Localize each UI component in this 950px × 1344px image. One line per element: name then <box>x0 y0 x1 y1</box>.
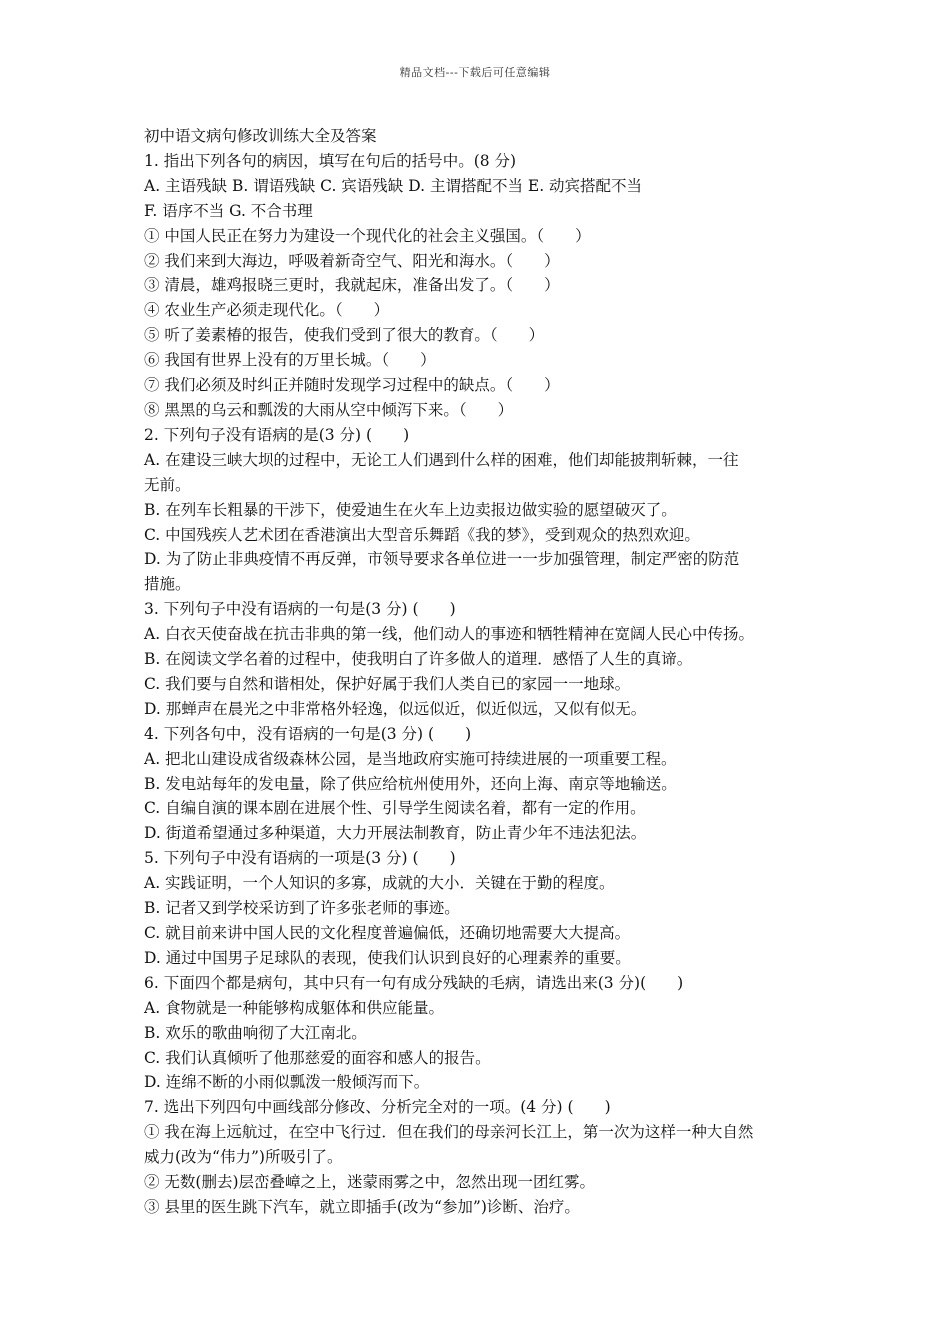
q2-option-d: D. 为了防止非典疫情不再反弹，市领导要求各单位进一一步加强管理，制定严密的防范 <box>144 550 740 569</box>
q4-option-a: A. 把北山建设成省级森林公园，是当地政府实施可持续进展的一项重要工程。 <box>144 749 677 768</box>
document-body <box>144 124 814 1220</box>
q1-item-5: ⑤ 听了姜素椿的报告，使我们受到了很大的教育。（ ） <box>144 326 545 345</box>
q2-option-c: C. 中国残疾人艺术团在香港演出大型音乐舞蹈《我的梦》，受到观众的热烈欢迎。 <box>144 525 700 544</box>
q1-item-7: ⑦ 我们必须及时纠正并随时发现学习过程中的缺点。（ ） <box>144 376 560 395</box>
q7-stem: 7. 选出下列四句中画线部分修改、分析完全对的一项。(4 分) ( ) <box>144 1098 611 1117</box>
q6-option-c: C. 我们认真倾听了他那慈爱的面容和感人的报告。 <box>144 1048 491 1067</box>
q6-option-b: B. 欢乐的歌曲响彻了大江南北。 <box>144 1023 367 1042</box>
q3-option-d: D. 那蝉声在晨光之中非常格外轻逸，似远似近，似近似远，又似有似无。 <box>144 699 647 718</box>
q6-stem: 6. 下面四个都是病句，其中只有一句有成分残缺的毛病，请选出来(3 分)( ) <box>144 973 684 992</box>
q5-option-c: C. 就目前来讲中国人民的文化程度普遍偏低，还确切地需要大大提高。 <box>144 924 631 942</box>
q1-item-4: ④ 农业生产必须走现代化。（ ） <box>144 301 390 320</box>
q1-instruction: 1. 指出下列各句的病因，填写在句后的括号中。(8 分) <box>144 151 517 170</box>
q2-option-a: A. 在建设三峡大坝的过程中，无论工人们遇到什么样的困难，他们却能披荆斩棘，一往 <box>144 450 739 469</box>
q3-option-b: B. 在阅读文学名着的过程中，使我明白了许多做人的道理．感悟了人生的真谛。 <box>144 650 693 669</box>
q4-option-d: D. 街道希望通过多种渠道，大力开展法制教育，防止青少年不违法犯法。 <box>144 824 647 843</box>
q1-options-row2: F. 语序不当 G. 不合书理 <box>144 201 313 220</box>
q7-item-1: ① 我在海上远航过，在空中飞行过．但在我们的母亲河长江上，第一次为这样一种大自然 <box>144 1123 754 1142</box>
q5-option-a: A. 实践证明，一个人知识的多寡，成就的大小．关键在于勤的程度。 <box>144 874 615 893</box>
q1-item-3: ③ 清晨，雄鸡报晓三更时，我就起床，准备出发了。（ ） <box>144 276 560 295</box>
q3-option-c: C. 我们要与自然和谐相处，保护好属于我们人类自已的家园一一地球。 <box>144 674 631 693</box>
q6-option-a: A. 食物就是一种能够构成躯体和供应能量。 <box>144 998 445 1017</box>
q2-option-b: B. 在列车长粗暴的干涉下，使爱迪生在火车上边卖报边做实验的愿望破灭了。 <box>144 500 677 519</box>
q2-option-a-cont: 无前。 <box>144 475 191 494</box>
q4-option-b: B. 发电站每年的发电量，除了供应给杭州使用外，还向上海、南京等地输送。 <box>144 774 677 793</box>
q7-item-1-cont: 威力(改为“伟力”)所吸引了。 <box>144 1148 343 1167</box>
q1-item-2: ② 我们来到大海边，呼吸着新奇空气、阳光和海水。（ ） <box>144 251 560 270</box>
q5-option-b: B. 记者又到学校采访到了许多张老师的事迹。 <box>144 899 460 918</box>
page-header: 精品文档---下载后可任意编辑 <box>399 66 551 79</box>
q5-stem: 5. 下列句子中没有语病的一项是(3 分) ( ) <box>144 849 456 868</box>
q6-option-d: D. 连绵不断的小雨似瓢泼一般倾泻而下。 <box>144 1073 430 1092</box>
document-title: 初中语文病句修改训练大全及答案 <box>144 127 377 145</box>
q2-stem: 2. 下列句子没有语病的是(3 分) ( ) <box>144 425 410 444</box>
q4-stem: 4. 下列各句中，没有语病的一句是(3 分) ( ) <box>144 724 472 743</box>
q1-item-6: ⑥ 我国有世界上没有的万里长城。（ ） <box>144 351 436 370</box>
q1-item-8: ⑧ 黑黑的乌云和瓢泼的大雨从空中倾泻下来。（ ） <box>144 400 514 419</box>
q1-options-row1: A. 主语残缺 B. 谓语残缺 C. 宾语残缺 D. 主谓搭配不当 E. 动宾搭配不当 <box>144 176 643 195</box>
q3-stem: 3. 下列句子中没有语病的一句是(3 分) ( ) <box>144 600 456 619</box>
q5-option-d: D. 通过中国男子足球队的表现，使我们认识到良好的心理素养的重要。 <box>144 948 631 967</box>
q4-option-c: C. 自编自演的课本剧在进展个性、引导学生阅读名着，都有一定的作用。 <box>144 799 646 818</box>
q7-item-2: ② 无数(删去)层峦叠嶂之上，迷蒙雨雾之中，忽然出现一团红雾。 <box>144 1173 596 1192</box>
q3-option-a: A. 白衣天使奋战在抗击非典的第一线，他们动人的事迹和牺牲精神在宽阔人民心中传扬。 <box>144 625 755 644</box>
q1-item-1: ① 中国人民正在努力为建设一个现代化的社会主义强国。（ ） <box>144 226 591 245</box>
q2-option-d-cont: 措施。 <box>144 575 191 594</box>
q7-item-3: ③ 县里的医生跳下汽车，就立即插手(改为“参加”)诊断、治疗。 <box>144 1197 580 1216</box>
